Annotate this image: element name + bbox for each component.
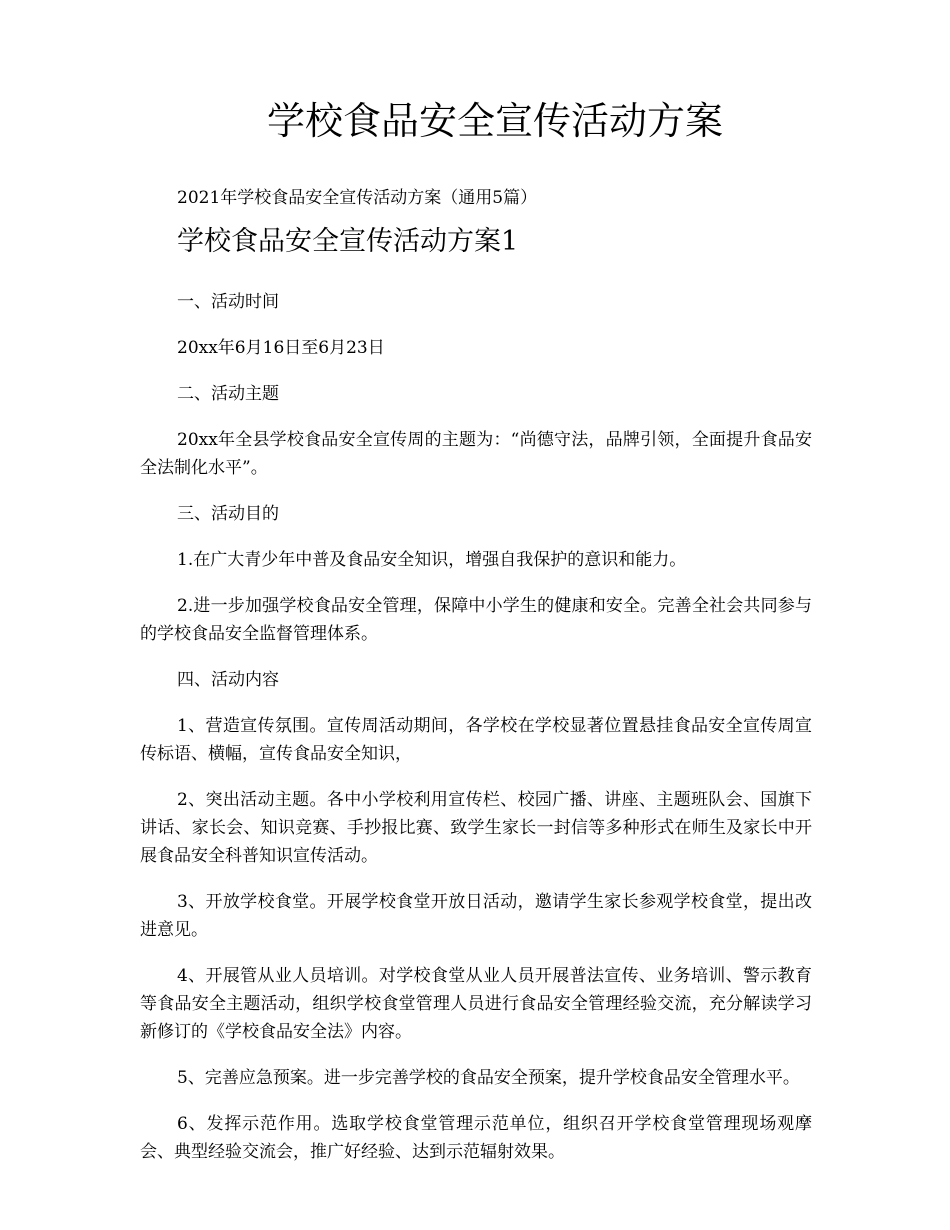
content-item-3: 3、开放学校食堂。开展学校食堂开放日活动，邀请学生家长参观学校食堂，提出改进意见。 — [140, 892, 812, 940]
heading-activity-purpose: 三、活动目的 — [177, 504, 279, 524]
content-item-4: 4、开展管从业人员培训。对学校食堂从业人员开展普法宣传、业务培训、警示教育等食品安全主题活动，组织学校食堂管理人员进行食品安全管理经验交流，充分解读学习新修订的《学校食品安全法》内容。 — [140, 966, 812, 1042]
heading-activity-time: 一、活动时间 — [177, 292, 279, 312]
document-title: 学校食品安全宣传活动方案 — [266, 99, 723, 143]
purpose-item-1: 1.在广大青少年中普及食品安全知识，增强自我保护的意识和能力。 — [177, 550, 687, 570]
document-body — [140, 288, 812, 1184]
activity-theme-text: 20xx年全县学校食品安全宣传周的主题为：“尚德守法，品牌引领，全面提升食品安全法制化水平”。 — [140, 430, 812, 478]
purpose-item-2: 2.进一步加强学校食品安全管理，保障中小学生的健康和安全。完善全社会共同参与的学校食品安全监督管理体系。 — [140, 596, 812, 644]
activity-time-text: 20xx年6月16日至6月23日 — [177, 338, 385, 358]
content-item-6: 6、发挥示范作用。选取学校食堂管理示范单位，组织召开学校食堂管理现场观摩会、典型经验交流会，推广好经验、达到示范辐射效果。 — [140, 1114, 812, 1162]
content-item-2: 2、突出活动主题。各中小学校利用宣传栏、校园广播、讲座、主题班队会、国旗下讲话、家长会、知识竞赛、手抄报比赛、致学生家长一封信等多种形式在师生及家长中开展食品安全科普知识宣传活动。 — [140, 790, 812, 866]
content-item-5: 5、完善应急预案。进一步完善学校的食品安全预案，提升学校食品安全管理水平。 — [177, 1068, 800, 1088]
document-subtitle: 2021年学校食品安全宣传活动方案（通用5篇） — [177, 188, 538, 208]
heading-activity-content: 四、活动内容 — [177, 670, 279, 690]
content-item-1: 1、营造宣传氛围。宣传周活动期间，各学校在学校显著位置悬挂食品安全宣传周宣传标语、横幅，宣传食品安全知识， — [140, 716, 812, 764]
section-heading: 学校食品安全宣传活动方案1 — [177, 226, 519, 257]
heading-activity-theme: 二、活动主题 — [177, 384, 279, 404]
